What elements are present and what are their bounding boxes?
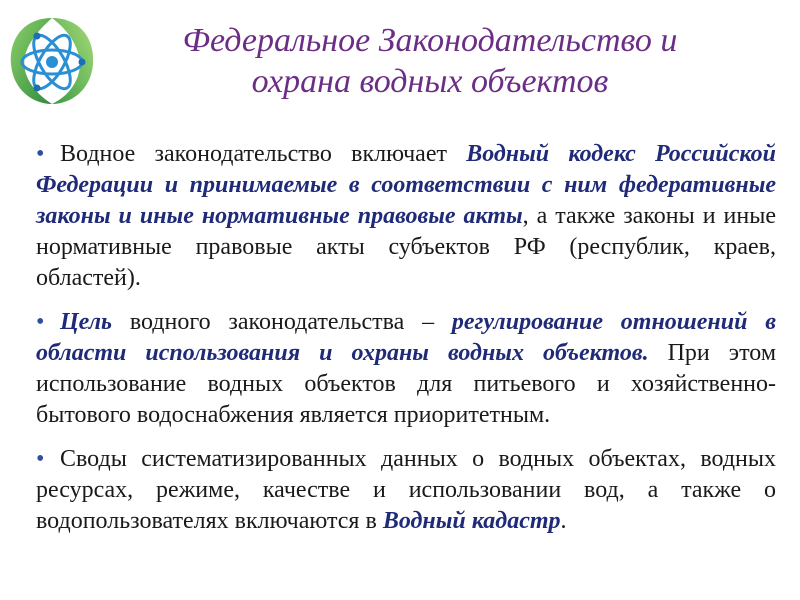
- bullet-marker: •: [36, 141, 45, 167]
- bullet-text: водного законодательства –: [112, 309, 452, 335]
- logo-icon: [3, 12, 101, 110]
- bullet-text: , а также законы и иные нормативные правовые акты субъектов РФ (республик, краев, областей).: [36, 203, 776, 291]
- bullet-marker: •: [36, 309, 45, 335]
- bullet-text: Своды систематизированных данных о водных объектах, водных ресурсах, режиме, качестве и использовании вод, а также о водопользователях включаются в: [36, 446, 776, 534]
- bullet-item-3: [36, 444, 776, 537]
- bullet-text: Водное законодательство включает: [60, 141, 467, 167]
- title-line-2: охрана водных объектов: [251, 63, 609, 100]
- bullet-emphasis: Водный кадастр: [382, 508, 561, 534]
- bullet-marker: •: [36, 446, 45, 472]
- page-title: [100, 20, 760, 102]
- bullet-text: При этом использование водных объектов для питьевого и хозяйственно-бытового водоснабжения является приоритетным.: [36, 340, 777, 428]
- bullet-emphasis: Водный кодекс Российской Федерации и принимаемые в соответствии с ним федеративные законы и иные нормативные правовые акты: [36, 141, 776, 229]
- bullet-text: .: [560, 508, 567, 534]
- bullet-emphasis: Цель: [60, 309, 113, 335]
- bullet-item-2: [36, 307, 776, 431]
- title-line-1: Федеральное Законодательство и: [182, 22, 678, 59]
- bullet-item-1: [36, 139, 776, 294]
- bullet-emphasis: регулирование отношений в области использования и охраны водных объектов.: [36, 309, 776, 366]
- bullet-list: [36, 139, 776, 550]
